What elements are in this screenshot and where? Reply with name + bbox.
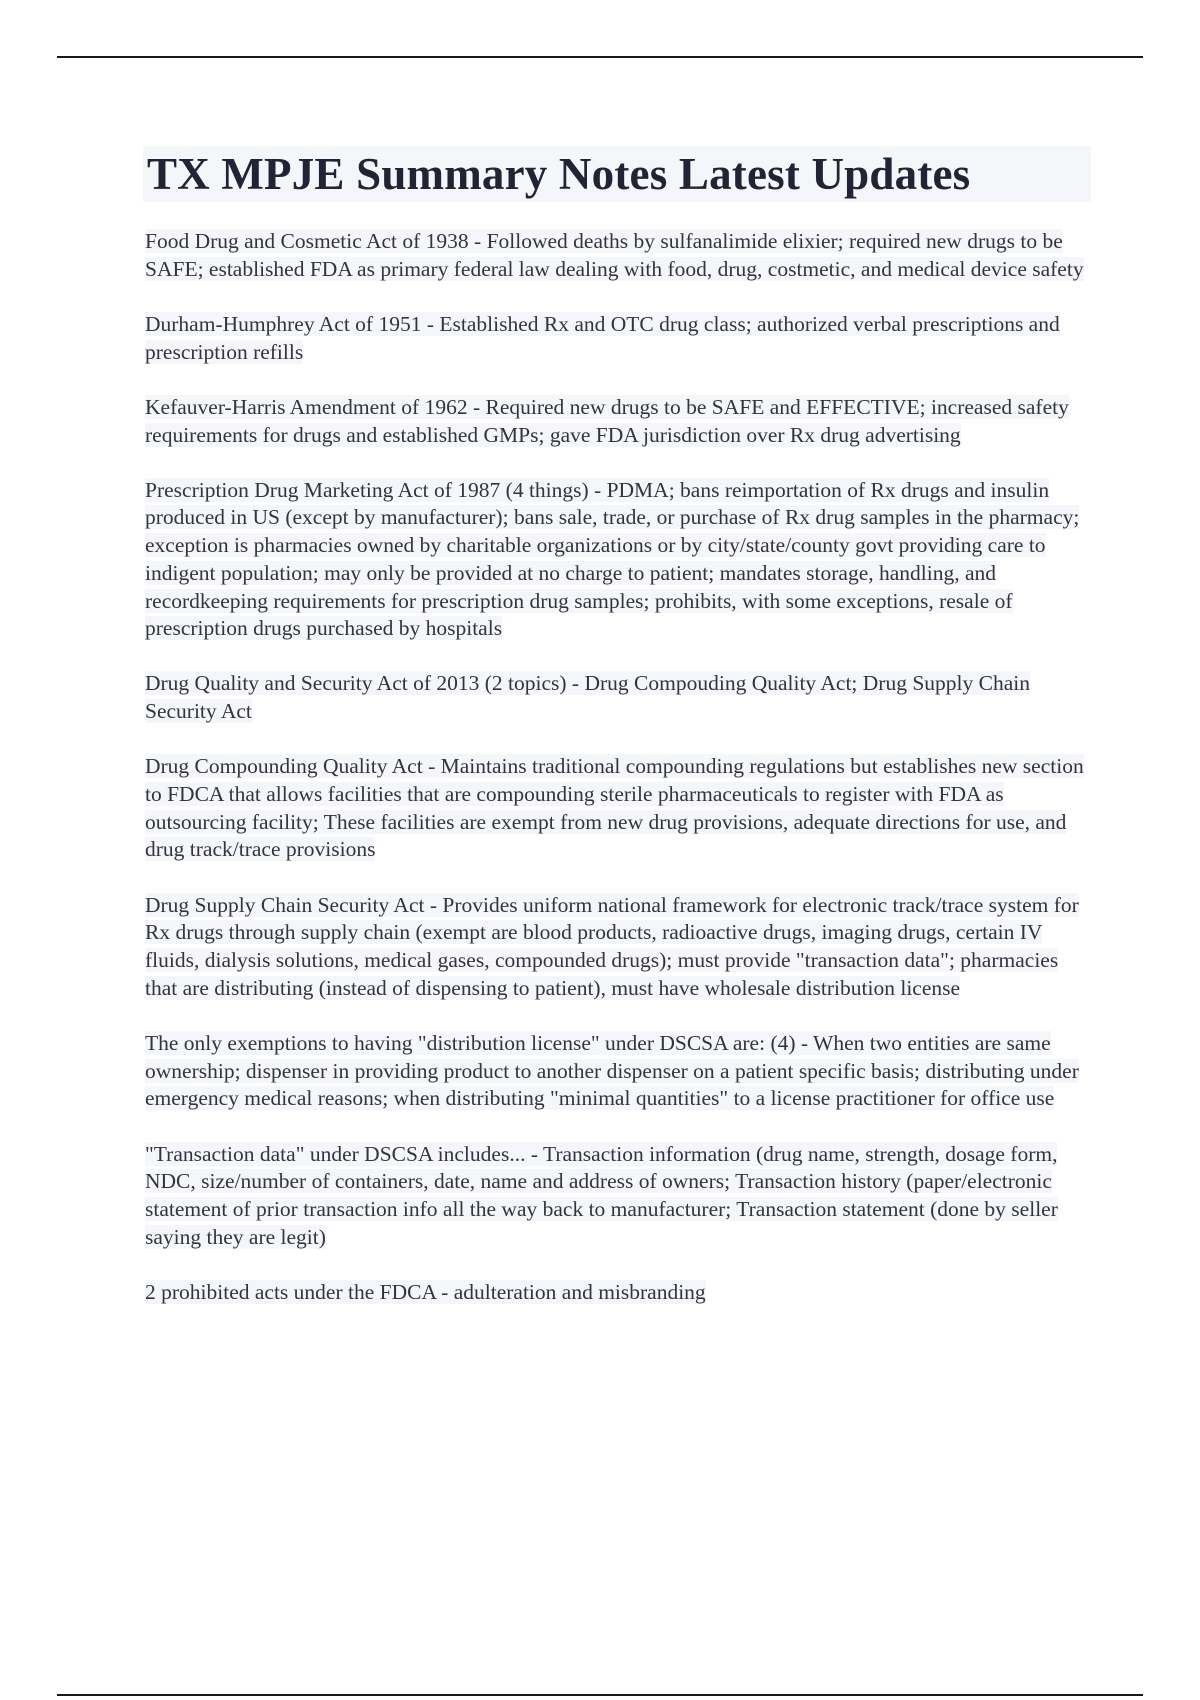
note-item bbox=[145, 477, 1091, 643]
note-item bbox=[145, 753, 1091, 864]
note-text: 2 prohibited acts under the FDCA - adulteration and misbranding bbox=[145, 1279, 706, 1304]
note-text: "Transaction data" under DSCSA includes... - Transaction information (drug name, strength, dosage form, NDC, size/number of containers, date, name and address of owners; Transaction history (paper/electronic statement of prior transaction info all the way back to manufacturer; Transaction statement (done by seller saying they are legit) bbox=[145, 1141, 1058, 1249]
note-item bbox=[145, 228, 1091, 283]
note-item bbox=[145, 1141, 1091, 1252]
note-item bbox=[145, 1279, 1091, 1307]
top-rule bbox=[57, 56, 1143, 58]
notes-list bbox=[145, 228, 1091, 1334]
note-text: Food Drug and Cosmetic Act of 1938 - Followed deaths by sulfanalimide elixier; required new drugs to be SAFE; established FDA as primary federal law dealing with food, drug, costmetic, and medical device safety bbox=[145, 229, 1084, 281]
note-text: Prescription Drug Marketing Act of 1987 (4 things) - PDMA; bans reimportation of Rx drugs and insulin produced in US (except by manufacturer); bans sale, trade, or purchase of Rx drug samples in the pharmacy; exception is pharmacies owned by charitable organizations or by city/state/county govt providing care to indigent population; may only be provided at no charge to patient; mandates storage, handling, and recordkeeping requirements for prescription drug samples; prohibits, with some exceptions, resale of prescription drugs purchased by hospitals bbox=[145, 477, 1080, 641]
note-text: The only exemptions to having "distribution license" under DSCSA are: (4) - When two entities are same ownership; dispenser in providing product to another dispenser on a patient specific basis; distributing under emergency medical reasons; when distributing "minimal quantities" to a license practitioner for office use bbox=[145, 1030, 1079, 1111]
note-item bbox=[145, 311, 1091, 366]
page-title: TX MPJE Summary Notes Latest Updates bbox=[143, 146, 1091, 202]
note-text: Drug Supply Chain Security Act - Provides uniform national framework for electronic track/trace system for Rx drugs through supply chain (exempt are blood products, radioactive drugs, imaging drugs, certain IV fluids, dialysis solutions, medical gases, compounded drugs); must provide "transaction data"; pharmacies that are distributing (instead of dispensing to patient), must have wholesale distribution license bbox=[145, 892, 1079, 1000]
note-text: Durham-Humphrey Act of 1951 - Established Rx and OTC drug class; authorized verbal prescriptions and prescription refills bbox=[145, 311, 1060, 364]
note-text: Drug Compounding Quality Act - Maintains traditional compounding regulations but establishes new section to FDCA that allows facilities that are compounding sterile pharmaceuticals to register with FDA as outsourcing facility; These facilities are exempt from new drug provisions, adequate directions for use, and drug track/trace provisions bbox=[145, 754, 1084, 862]
note-item bbox=[145, 892, 1091, 1003]
note-text: Kefauver-Harris Amendment of 1962 - Required new drugs to be SAFE and EFFECTIVE; increased safety requirements for drugs and established GMPs; gave FDA jurisdiction over Rx drug advertising bbox=[145, 394, 1069, 447]
bottom-rule bbox=[57, 1694, 1143, 1696]
note-item bbox=[145, 1030, 1091, 1113]
note-item bbox=[145, 670, 1091, 725]
note-item bbox=[145, 394, 1091, 449]
note-text: Drug Quality and Security Act of 2013 (2 topics) - Drug Compouding Quality Act; Drug Supply Chain Security Act bbox=[145, 671, 1030, 724]
